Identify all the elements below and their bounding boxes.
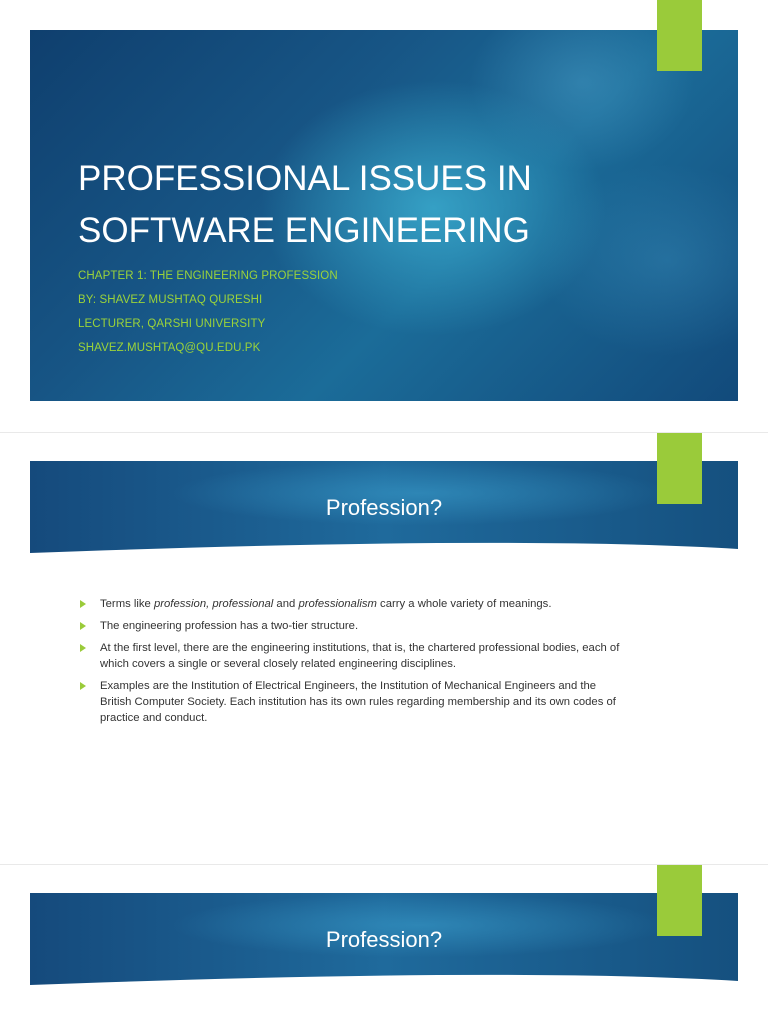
bullet-item [80, 640, 620, 672]
bullet-emphasis: profession, professional [153, 598, 274, 610]
subtitle-email: SHAVEZ.MUSHTAQ@QU.EDU.PK [78, 342, 261, 354]
bullet-text: Terms like [100, 598, 154, 610]
bullet-list [80, 596, 620, 732]
subtitle-affiliation: LECTURER, QARSHI UNIVERSITY [78, 318, 266, 330]
bullet-arrow-icon [80, 622, 86, 630]
bullet-text: At the first level, there are the engineering institutions, that is, the chartered professional bodies, each of which covers a single or several closely related engineering disciplines. [100, 642, 620, 670]
subtitle-author: BY: SHAVEZ MUSHTAQ QURESHI [78, 294, 263, 306]
bullet-item [80, 596, 620, 612]
title-line-1: PROFESSIONAL ISSUES IN [78, 159, 532, 198]
content-slide-2 [0, 865, 768, 1024]
bullet-text: The engineering profession has a two-tier structure. [100, 620, 359, 632]
bullet-emphasis: professionalism [298, 598, 377, 610]
bullet-arrow-icon [80, 682, 86, 690]
slide-heading: Profession? [325, 927, 443, 952]
title-slide-background [30, 30, 738, 401]
slide-heading: Profession? [325, 495, 443, 520]
accent-bar [657, 865, 702, 936]
bullet-arrow-icon [80, 600, 86, 608]
presentation-title [78, 153, 678, 257]
bullet-text: and [273, 598, 299, 610]
accent-bar [657, 433, 702, 504]
subtitle-list [78, 264, 338, 360]
bullet-text: Examples are the Institution of Electrical Engineers, the Institution of Mechanical Engineers and the British Computer Society. Each institution has its own rules regarding membership and its own codes of practice and conduct. [100, 680, 616, 724]
bullet-text: carry a whole variety of meanings. [376, 598, 552, 610]
content-slide-1 [0, 433, 768, 864]
bullet-arrow-icon [80, 644, 86, 652]
subtitle-chapter: CHAPTER 1: THE ENGINEERING PROFESSION [78, 270, 338, 282]
title-slide [0, 0, 768, 432]
bullet-item [80, 678, 620, 726]
title-line-2: SOFTWARE ENGINEERING [78, 211, 530, 250]
accent-bar [657, 0, 702, 71]
bullet-item [80, 618, 620, 634]
